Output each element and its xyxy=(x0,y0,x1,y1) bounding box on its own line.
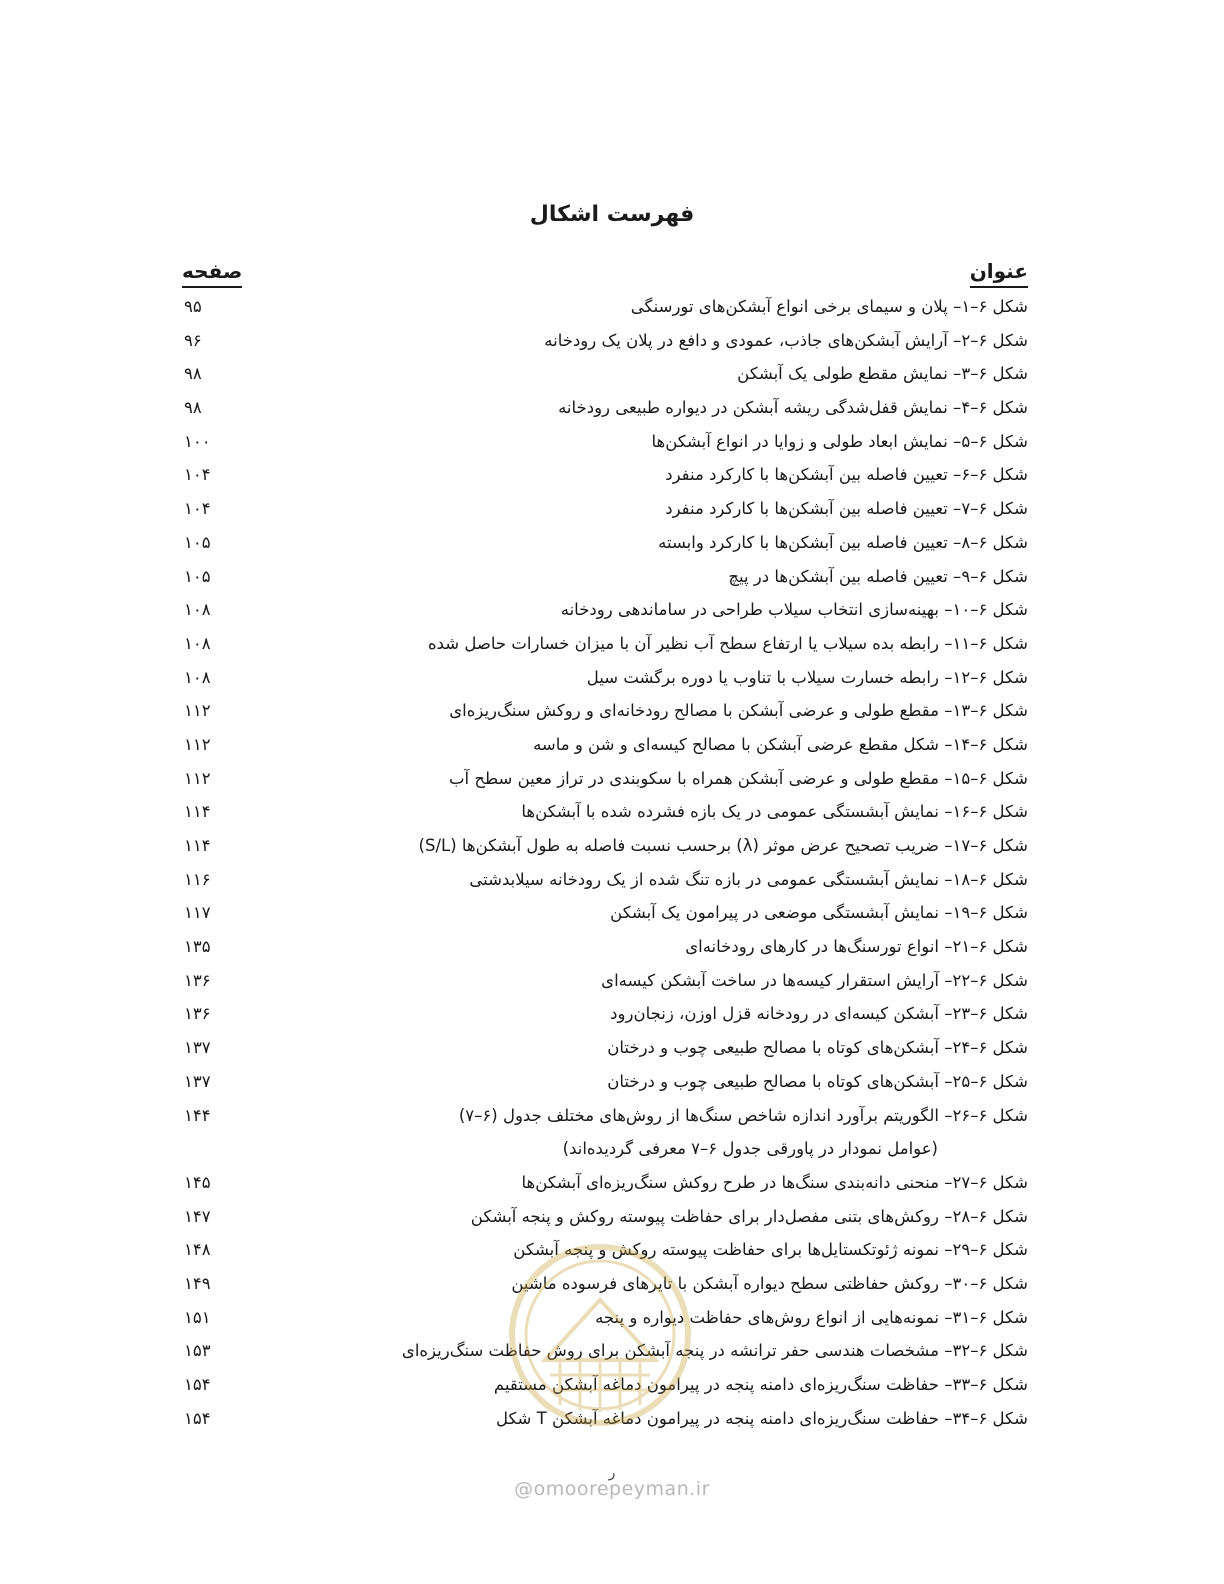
figure-page-number: ۱۵۱ xyxy=(184,1307,211,1327)
figure-page-number: ۱۳۵ xyxy=(184,937,211,957)
figure-page-number: ۱۱۷ xyxy=(184,903,211,923)
figure-page-number: ۱۵۴ xyxy=(184,1408,211,1428)
figure-caption: شکل ۶–۱۸– نمایش آبشستگی عمومی در بازه تنگ شده از یک رودخانه سیلابدشتی xyxy=(469,869,1028,889)
list-item xyxy=(0,325,1224,359)
figure-page-number: ۹۶ xyxy=(184,330,202,350)
list-item xyxy=(0,426,1224,460)
list-item xyxy=(0,358,1224,392)
figure-caption: شکل ۶–۲۶– الگوریتم برآورد اندازه شاخص سنگ‌ها از روش‌های مختلف جدول (۶–۷) xyxy=(458,1105,1028,1125)
figure-caption: شکل ۶–۲۳– آبشکن کیسه‌ای در رودخانه قزل اوزن، زنجان‌رود xyxy=(610,1004,1028,1024)
figure-caption-continuation: (عوامل نمودار در پاورقی جدول ۶–۷ معرفی گردیده‌اند) xyxy=(562,1139,938,1159)
figure-page-number: ۹۸ xyxy=(184,364,202,384)
figure-caption: شکل ۶–۷– تعیین فاصله بین آبشکن‌ها با کارکرد منفرد xyxy=(665,499,1028,519)
figure-caption: شکل ۶–۱۷– ضریب تصحیح عرض موثر (λ) برحسب نسبت فاصله به طول آبشکن‌ها (S/L) xyxy=(418,836,1028,855)
list-item xyxy=(0,594,1224,628)
figure-caption: شکل ۶–۵– نمایش ابعاد طولی و زوایا در انواع آبشکن‌ها xyxy=(651,431,1028,451)
list-item xyxy=(0,998,1224,1032)
list-item xyxy=(0,561,1224,595)
figure-caption: شکل ۶–۲۷– منحنی دانه‌بندی سنگ‌ها در طرح روکش سنگ‌ریزه‌ای آبشکن‌ها xyxy=(521,1172,1028,1192)
figure-page-number: ۱۱۲ xyxy=(184,768,211,788)
figure-caption: شکل ۶–۲۹– نمونه ژئوتکستایل‌ها برای حفاظت پیوسته روکش و پنجه آبشکن xyxy=(513,1240,1028,1260)
figure-caption: شکل ۶–۳۳– حفاظت سنگ‌ریزه‌ای دامنه پنجه در پیرامون دماغه آبشکن مستقیم xyxy=(493,1375,1028,1394)
list-item xyxy=(0,1201,1224,1235)
list-item xyxy=(0,392,1224,426)
figure-caption: شکل ۶–۳۰– روکش حفاظتی سطح دیواره آبشکن با تایرهای فرسوده ماشین xyxy=(511,1273,1028,1293)
figure-page-number: ۱۱۶ xyxy=(184,869,211,889)
watermark-url: @omoorepeyman.ir xyxy=(514,1478,710,1500)
figure-caption: شکل ۶–۹– تعیین فاصله بین آبشکن‌ها در پیچ xyxy=(728,566,1028,586)
list-item xyxy=(0,830,1224,864)
list-item xyxy=(0,897,1224,931)
list-item xyxy=(0,1167,1224,1201)
figure-page-number: ۱۴۴ xyxy=(184,1105,211,1125)
figure-page-number: ۱۱۴ xyxy=(184,836,211,855)
list-item xyxy=(0,864,1224,898)
figure-page-number: ۱۰۸ xyxy=(184,600,211,620)
figure-caption: شکل ۶–۳– نمایش مقطع طولی یک آبشکن xyxy=(737,364,1028,384)
list-item xyxy=(0,763,1224,797)
figure-page-number: ۱۰۵ xyxy=(184,566,211,586)
figure-caption: شکل ۶–۱۹– نمایش آبشستگی موضعی در پیرامون یک آبشکن xyxy=(610,903,1028,923)
figure-page-number: ۱۵۳ xyxy=(184,1341,211,1361)
list-item xyxy=(0,729,1224,763)
list-item xyxy=(0,796,1224,830)
watermark-seal-icon xyxy=(505,1240,695,1430)
page-title: فهرست اشکال xyxy=(529,202,695,227)
figure-caption: شکل ۶–۱۰– بهینه‌سازی انتخاب سیلاب طراحی در ساماندهی رودخانه xyxy=(560,600,1028,620)
figure-caption: شکل ۶–۲۱– انواع تورسنگ‌ها در کارهای رودخانه‌ای xyxy=(685,937,1028,957)
figure-page-number: ۱۱۲ xyxy=(184,734,211,754)
figure-page-number: ۱۴۵ xyxy=(184,1172,211,1192)
list-item xyxy=(0,1100,1224,1134)
figure-caption: شکل ۶–۱۳– مقطع طولی و عرضی آبشکن با مصالح رودخانه‌ای و روکش سنگ‌ریزه‌ای xyxy=(449,701,1028,721)
figure-caption: شکل ۶–۲۲– آرایش استقرار کیسه‌ها در ساخت آبشکن کیسه‌ای xyxy=(601,970,1028,990)
figure-caption: شکل ۶–۲۴– آبشکن‌های کوتاه با مصالح طبیعی چوب و درختان xyxy=(607,1038,1028,1058)
list-item xyxy=(0,527,1224,561)
list-item xyxy=(0,931,1224,965)
figure-caption: شکل ۶–۱– پلان و سیمای برخی انواع آبشکن‌های تورسنگی xyxy=(630,297,1028,316)
figure-page-number: ۱۰۰ xyxy=(184,431,211,451)
figure-caption: شکل ۶–۸– تعیین فاصله بین آبشکن‌ها با کارکرد وابسته xyxy=(658,532,1028,552)
list-item xyxy=(0,662,1224,696)
figure-caption: شکل ۶–۱۲– رابطه خسارت سیلاب با تناوب یا دوره برگشت سیل xyxy=(586,667,1028,687)
list-item xyxy=(0,1066,1224,1100)
list-item xyxy=(0,459,1224,493)
figure-page-number: ۱۴۹ xyxy=(184,1273,211,1293)
list-item-continuation xyxy=(0,1133,1224,1167)
list-item xyxy=(0,291,1224,325)
figure-page-number: ۱۰۸ xyxy=(184,633,211,653)
figure-page-number: ۱۳۷ xyxy=(184,1038,211,1058)
figure-caption: شکل ۶–۲– آرایش آبشکن‌های جاذب، عمودی و دافع در پلان یک رودخانه xyxy=(544,330,1028,350)
figure-caption: شکل ۶–۱۴– شکل مقطع عرضی آبشکن با مصالح کیسه‌ای و شن و ماسه xyxy=(533,734,1028,754)
figure-page-number: ۱۰۸ xyxy=(184,667,211,687)
figure-caption: شکل ۶–۴– نمایش قفل‌شدگی ریشه آبشکن در دیواره طبیعی رودخانه xyxy=(558,398,1028,418)
figure-page-number: ۱۴۸ xyxy=(184,1240,211,1260)
page-number: ر xyxy=(608,1465,616,1481)
figure-page-number: ۱۵۴ xyxy=(184,1375,211,1394)
figure-page-number: ۱۰۴ xyxy=(184,465,211,485)
figure-caption: شکل ۶–۲۵– آبشکن‌های کوتاه با مصالح طبیعی چوب و درختان xyxy=(607,1071,1028,1091)
figure-page-number: ۱۴۷ xyxy=(184,1206,211,1226)
figure-caption: شکل ۶–۳۲– مشخصات هندسی حفر ترانشه در پنجه آبشکن برای روش حفاظت سنگ‌ریزه‌ای xyxy=(401,1341,1028,1361)
figure-page-number: ۱۰۵ xyxy=(184,532,211,552)
figure-caption: شکل ۶–۳۴– حفاظت سنگ‌ریزه‌ای دامنه پنجه در پیرامون دماغه آبشکن T شکل xyxy=(495,1408,1028,1428)
list-item xyxy=(0,965,1224,999)
figure-page-number: ۹۸ xyxy=(184,398,202,418)
figure-caption: شکل ۶–۱۶– نمایش آبشستگی عمومی در یک بازه فشرده شده با آبشکن‌ها xyxy=(521,802,1028,822)
figure-page-number: ۱۳۶ xyxy=(184,970,211,990)
figure-caption: شکل ۶–۲۸– روکش‌های بتنی مفصل‌دار برای حفاظت پیوسته روکش و پنجه آبشکن xyxy=(470,1206,1028,1226)
figure-page-number: ۹۵ xyxy=(184,297,202,316)
list-item xyxy=(0,1032,1224,1066)
figure-page-number: ۱۱۴ xyxy=(184,802,211,822)
figure-caption: شکل ۶–۳۱– نمونه‌هایی از انواع روش‌های حفاظت دیواره و پنجه xyxy=(595,1307,1028,1327)
figure-caption: شکل ۶–۶– تعیین فاصله بین آبشکن‌ها با کارکرد منفرد xyxy=(665,465,1028,485)
column-header-title: عنوان xyxy=(970,258,1028,288)
figure-caption: شکل ۶–۱۵– مقطع طولی و عرضی آبشکن همراه با سکوبندی در تراز معین سطح آب xyxy=(449,768,1028,788)
column-header-page: صفحه xyxy=(182,258,242,288)
figure-page-number: ۱۱۲ xyxy=(184,701,211,721)
figure-caption: شکل ۶–۱۱– رابطه بده سیلاب یا ارتفاع سطح آب نظیر آن با میزان خسارات حاصل شده xyxy=(428,633,1028,653)
figure-page-number: ۱۰۴ xyxy=(184,499,211,519)
list-item xyxy=(0,628,1224,662)
list-item xyxy=(0,493,1224,527)
list-item xyxy=(0,695,1224,729)
figure-page-number: ۱۳۶ xyxy=(184,1004,211,1024)
figure-page-number: ۱۳۷ xyxy=(184,1071,211,1091)
